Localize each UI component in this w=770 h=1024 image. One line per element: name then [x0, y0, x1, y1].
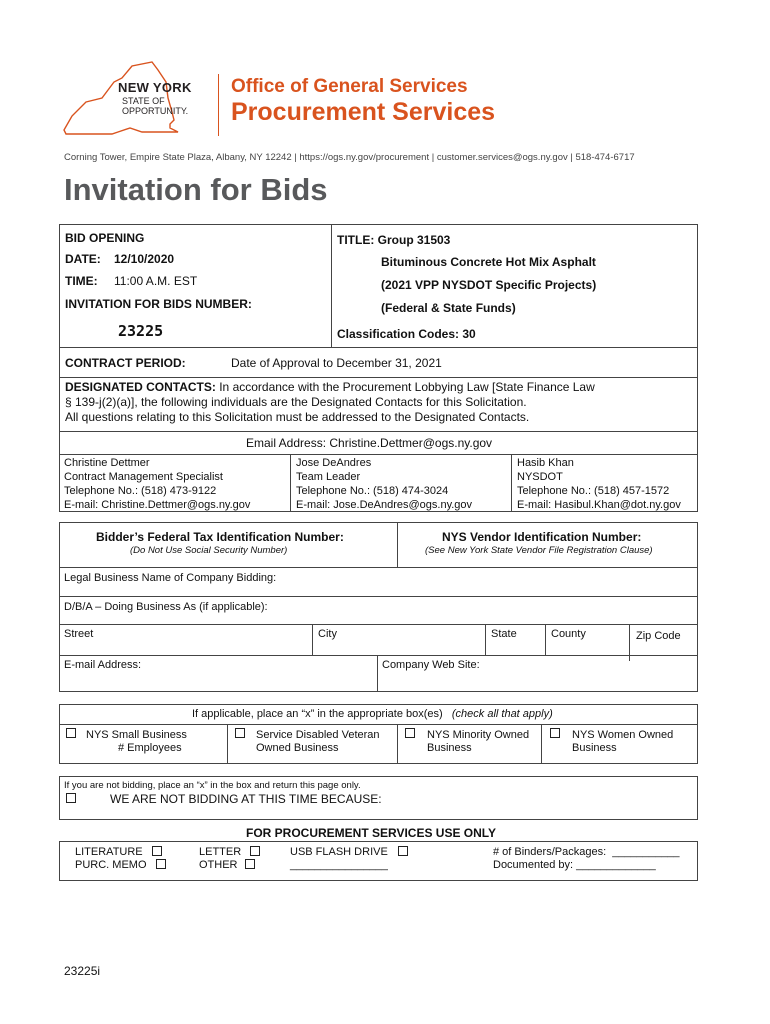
ifb-number-label: INVITATION FOR BIDS NUMBER: [65, 297, 252, 311]
business-type-instruction: If applicable, place an “x” in the appropriate box(es) (check all that apply) [192, 708, 553, 720]
vendor-id-label: NYS Vendor Identification Number: [442, 530, 642, 544]
city-field[interactable]: City [318, 628, 337, 640]
documented-blank[interactable]: _____________ [576, 859, 656, 871]
zip-code-field[interactable]: Zip Code [636, 630, 681, 642]
contact-card: Jose DeAndres Team Leader Telephone No.: (518) 474-3024 E-mail: Jose.DeAndres@ogs.ny.gov [296, 457, 473, 511]
veteran-business-label-line2: Owned Business [256, 742, 339, 754]
page-title: Invitation for Bids [64, 172, 328, 207]
date-value: 12/10/2020 [114, 252, 175, 266]
veteran-business-label: Service Disabled Veteran [256, 729, 380, 741]
state-field[interactable]: State [491, 628, 517, 640]
email-address-field[interactable]: E-mail Address: [64, 659, 142, 671]
designated-contacts-line1: DESIGNATED CONTACTS: In accordance with the Procurement Lobbying Law [State Finance Law [65, 380, 595, 394]
employees-label: # Employees [118, 742, 182, 754]
not-bidding-label: WE ARE NOT BIDDING AT THIS TIME BECAUSE: [110, 792, 382, 806]
purc-memo-label: PURC. MEMO [75, 859, 147, 871]
time-label: TIME: [65, 274, 98, 288]
women-business-checkbox[interactable] [550, 728, 560, 738]
logo-opportunity: OPPORTUNITY. [122, 106, 189, 116]
women-business-label-line2: Business [572, 742, 617, 754]
contact-card: Hasib Khan NYSDOT Telephone No.: (518) 457-1572 E-mail: Hasibul.Khan@dot.ny.gov [517, 457, 681, 511]
designated-contacts-line3: All questions relating to this Solicitation must be addressed to the Designated Contacts. [65, 410, 530, 424]
purc-memo-checkbox[interactable] [156, 859, 166, 869]
document-id-footer: 23225i [64, 964, 101, 978]
vendor-id-note: (See New York State Vendor File Registration Clause) [425, 545, 653, 556]
ifb-number: 23225 [118, 322, 164, 340]
small-business-checkbox[interactable] [66, 728, 76, 738]
logo-divider [218, 74, 219, 136]
contract-period-label: CONTRACT PERIOD: [65, 356, 186, 370]
documented-row: Documented by: _____________ [493, 859, 656, 871]
county-field[interactable]: County [551, 628, 586, 640]
other-checkbox[interactable] [245, 859, 255, 869]
minority-business-label-line2: Business [427, 742, 472, 754]
letter-checkbox[interactable] [250, 846, 260, 856]
time-value: 11:00 A.M. EST [114, 274, 198, 288]
contact-card: Christine Dettmer Contract Management Specialist Telephone No.: (518) 473-9122 E-mail: Christine.Dettmer@ogs.ny.gov [64, 457, 251, 511]
use-only-title: FOR PROCUREMENT SERVICES USE ONLY [246, 826, 497, 840]
street-field[interactable]: Street [64, 628, 94, 640]
logo-state-of: STATE OF [122, 96, 165, 106]
classification-codes: Classification Codes: 30 [337, 327, 476, 341]
bid-title: TITLE: Group 31503 [337, 233, 451, 247]
tax-id-label: Bidder’s Federal Tax Identification Number: [96, 530, 344, 544]
contacts-email: Email Address: Christine.Dettmer@ogs.ny.gov [246, 436, 493, 450]
org-subtitle: Procurement Services [231, 98, 496, 126]
contact-address: Corning Tower, Empire State Plaza, Albany, NY 12242 | https://ogs.ny.gov/procurement | customer.services@ogs.ny.gov | 518-474-6717 [64, 152, 635, 163]
binders-row: # of Binders/Packages: ___________ [493, 846, 680, 858]
letter-label: LETTER [199, 846, 242, 858]
bid-opening-label: BID OPENING [65, 231, 145, 245]
veteran-business-checkbox[interactable] [235, 728, 245, 738]
legal-name-field[interactable]: Legal Business Name of Company Bidding: [64, 572, 277, 584]
not-bidding-instruction: If you are not bidding, place an “x” in the box and return this page only. [64, 780, 361, 791]
minority-business-checkbox[interactable] [405, 728, 415, 738]
usb-checkbox[interactable] [398, 846, 408, 856]
org-title: Office of General Services [231, 76, 468, 97]
contract-period-value: Date of Approval to December 31, 2021 [231, 356, 442, 370]
bid-title-line2: Bituminous Concrete Hot Mix Asphalt [381, 255, 596, 269]
other-label: OTHER [199, 859, 238, 871]
not-bidding-checkbox[interactable] [66, 793, 76, 803]
bid-title-line4: (Federal & State Funds) [381, 301, 516, 315]
dba-field[interactable]: D/B/A – Doing Business As (if applicable): [64, 601, 268, 613]
bid-title-line3: (2021 VPP NYSDOT Specific Projects) [381, 278, 597, 292]
logo-new-york: NEW YORK [118, 80, 192, 95]
date-label: DATE: [65, 252, 101, 266]
tax-id-note: (Do Not Use Social Security Number) [130, 545, 288, 556]
literature-checkbox[interactable] [152, 846, 162, 856]
women-business-label: NYS Women Owned [572, 729, 674, 741]
small-business-label: NYS Small Business [86, 729, 187, 741]
company-web-site-field[interactable]: Company Web Site: [382, 659, 480, 671]
binders-blank[interactable]: ___________ [612, 846, 680, 858]
designated-contacts-line2: § 139-j(2)(a)], the following individuals are the Designated Contacts for this Solicitation. [65, 395, 527, 409]
literature-label: LITERATURE [75, 846, 143, 858]
usb-blank[interactable]: ________________ [290, 859, 388, 871]
usb-label: USB FLASH DRIVE [290, 846, 388, 858]
minority-business-label: NYS Minority Owned [427, 729, 530, 741]
